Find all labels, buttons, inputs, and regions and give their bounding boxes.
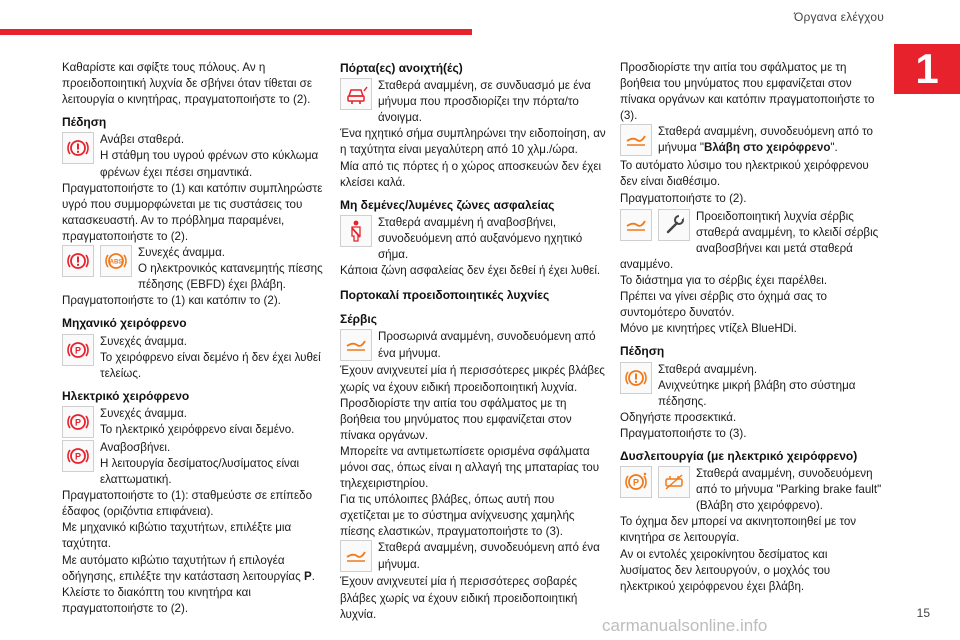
section-title-orange-warnings: Πορτοκαλί προειδοποιητικές λυχνίες <box>340 288 550 303</box>
service-wrench-item: Προειδοποιητική λυχνία σέρβις σταθερά αναμμένη, το κλειδί σέρβις αναβοσβήνει και μετά σταθερά αναμμένο. <box>620 209 879 271</box>
door-open-icon <box>340 78 372 110</box>
section-title-doors: Πόρτα(ες) ανοιχτή(ές) <box>340 61 463 75</box>
service-warning-icon <box>340 329 372 361</box>
parking-brake-icon <box>62 334 94 366</box>
brake-warning-icon <box>620 362 652 394</box>
service-warning-icon <box>340 540 372 572</box>
column-middle: Πόρτα(ες) ανοιχτή(ές) Σταθερά αναμμένη, σε συνδυασμό με ένα μήνυμα που προσδιορίζει την πόρτα/το άνοιγμα. Ένα ηχητικό σήμα συμπληρώνει την ειδοποίηση, αν η ταχύτητα είναι μεγαλύτερη από 10 χλμ./ώρα. Μία από τις πόρτες ή ο χώρος αποσκευών δεν έχει κλείσει καλά. Μη δεμένες/λυμένες ζώνες ασφαλείας Σταθερά αναμμένη ή αναβοσβήνει, συνοδευόμενη από αυξανόμενο ηχητικό σήμα. Κάποια ζώνη ασφαλείας δεν έχει δεθεί ή έχει λυθεί. Πορτοκαλί προειδοποιητικές λυχνίες Σέρβις Προσωρινά αναμμένη, συνοδευόμενη από ένα μήνυμα. Έχουν ανιχνευτεί μία ή περισσότερες μικρές βλάβες χωρίς να έχουν ειδική προειδοποιητική λυχνία. Προσδιορίστε την αιτία του σφάλματος με τη βοήθεια του μηνύματος που εμφανίζεται στον πίνακα οργάνων. Μπορείτε να αντιμετωπίσετε ορισμένα σφάλματα μόνοι σας, όπως είναι η αλλαγή της μπαταρίας του τηλεχειριστηρίου. Για τις υπόλοιπες βλάβες, όπως αυτή που σχετίζεται με το σύστημα ανίχνευσης χαμηλής πίεσης ελαστικών, πραγματοποιήστε το (3). Σταθερά αναμμένη, συνοδευόμενη από ένα μήνυμα. Έχουν ανιχνευτεί μία ή περισσότερες σοβαρές βλάβες χωρίς να έχουν ειδική προειδοποιητική λυχνία. <box>340 61 606 621</box>
brake-warning-icon <box>62 245 94 277</box>
mech-handbrake-item: Συνεχές άναμμα. Το χειρόφρενο είναι δεμένο ή δεν έχει λυθεί τελείως. <box>62 334 326 382</box>
watermark: carmanualsonline.info <box>602 616 768 635</box>
parking-brake-fault-icon <box>620 466 652 498</box>
section-title-service: Σέρβις <box>340 312 377 327</box>
handbrake-fault-item: Σταθερά αναμμένη, συνοδευόμενη από το μήνυμα "Parking brake fault" (Βλάβη στο χειρόφρενο). <box>620 466 882 514</box>
service-item-1: Προσωρινά αναμμένη, συνοδευόμενη από ένα μήνυμα. <box>340 329 606 363</box>
page-number: 15 <box>916 606 930 620</box>
service-item-2: Σταθερά αναμμένη, συνοδευόμενη από ένα μήνυμα. <box>340 540 606 574</box>
brake-orange-item: Σταθερά αναμμένη. Ανιχνεύτηκε μικρή βλάβη στο σύστημα πέδησης. <box>620 362 882 410</box>
section-title-brake: Πέδηση <box>62 115 107 130</box>
auto-park-off-icon <box>658 466 690 498</box>
column-left: Καθαρίστε και σφίξτε τους πόλους. Αν η προειδοποιητική λυχνία δε σβήνει όταν τίθεται σε λειτουργία ο κινητήρας, πραγματοποιήστε το (2). Πέδηση Ανάβει σταθερά. Η στάθμη του υγρού φρένων στο κύκλωμα φρένων έχει πέσει σημαντικά. Πραγματοποιήστε το (1) και κατόπιν συμπληρώστε υγρό που συμμορφώνεται με τις συστάσεις του κατασκευαστή. Αν το πρόβλημα παραμένει, πραγματοποιήστε το (2). Συνεχές άναμμα. Ο ηλεκτρονικός κατανεμητής πίεσης πέδησης (EBFD) έχει βλάβη. Πραγματοποιήστε το (1) και κατόπιν το (2). Μηχανικό χειρόφρενο Συνεχές άναμμα. Το χειρόφρενο είναι δεμένο ή δεν έχει λυθεί τελείως. Ηλεκτρικό χειρόφρενο Συνεχές άναμμα. Το ηλεκτρικό χειρόφρενο είναι δεμένο. Αναβοσβήνει. Η λειτουργία δεσίματος/λυσίματος είναι ελαττωματική. Πραγματοποιήστε το (1): σταθμεύστε σε επίπεδο έδαφος (οριζόντια επιφάνεια). Με μηχανικό κιβώτιο ταχυτήτων, επιλέξτε μια ταχύτητα. Με αυτόματο κιβώτιο ταχυτήτων ή επιλογέα οδήγησης, επιλέξτε την κατάσταση λειτουργίας P. Κλείστε το διακόπτη του κινητήρα και πραγματοποιήστε το (2). <box>62 60 326 617</box>
wrench-icon <box>658 209 690 241</box>
elec-handbrake-item-1: Συνεχές άναμμα. Το ηλεκτρικό χειρόφρενο είναι δεμένο. <box>62 406 326 440</box>
section-title-electric-handbrake-fault: Δυσλειτουργία (με ηλεκτρικό χειρόφρενο) <box>620 448 858 463</box>
door-item: Σταθερά αναμμένη, σε συνδυασμό με ένα μήνυμα που προσδιορίζει την πόρτα/το άνοιγμα. <box>340 78 606 126</box>
column-right: Προσδιορίστε την αιτία του σφάλματος με τη βοήθεια του μηνύματος που εμφανίζεται στον πίνακα οργάνων και κατόπιν πραγματοποιήστε το (3). Σταθερά αναμμένη, συνοδευόμενη από το μήνυμα "Βλάβη στο χειρόφρενο". Το αυτόματο λύσιμο του ηλεκτρικού χειρόφρενου δεν είναι διαθέσιμο. Πραγματοποιήστε το (2). Προειδοποιητική λυχνία σέρβις σταθερά αναμμένη, το κλειδί σέρβις αναβοσβήνει και μετά σταθερά αναμμένο. Το διάστημα για το σέρβις έχει παρέλθει. Πρέπει να γίνει σέρβις στο όχημά σας το συντομότερο δυνατόν. Μόνο με κινητήρες ντίζελ BlueHDi. Πέδηση Σταθερά αναμμένη. Ανιχνεύτηκε μικρή βλάβη στο σύστημα πέδησης. Οδηγήστε προσεκτικά. Πραγματοποιήστε το (3). Δυσλειτουργία (με ηλεκτρικό χειρόφρενο) Σταθερά αναμμένη, συνοδευόμενη από το μήνυμα "Parking brake fault" (Βλάβη στο χειρόφρενο). Το όχημα δεν μπορεί να ακινητοποιηθεί με τον κινητήρα σε λειτουργία. Αν οι εντολές χειροκίνητου δεσίματος και λυσίματος δεν λειτουργούν, ο μοχλός του ηλεκτρικού χειρόφρενου έχει βλάβη. <box>620 61 882 593</box>
brake-item-2: Συνεχές άναμμα. Ο ηλεκτρονικός κατανεμητής πίεσης πέδησης (EBFD) έχει βλάβη. <box>62 245 326 293</box>
service-handbrake-item: Σταθερά αναμμένη, συνοδευόμενη από το μήνυμα "Βλάβη στο χειρόφρενο". <box>620 124 882 158</box>
service-warning-icon <box>620 124 652 156</box>
seatbelt-item: Σταθερά αναμμένη ή αναβοσβήνει, συνοδευόμενη από αυξανόμενο ηχητικό σήμα. <box>340 215 606 263</box>
parking-brake-icon <box>62 440 94 472</box>
service-warning-icon <box>620 209 652 241</box>
section-title-brake-orange: Πέδηση <box>620 344 665 359</box>
elec-handbrake-item-2: Αναβοσβήνει. Η λειτουργία δεσίματος/λυσίματος είναι ελαττωματική. <box>62 440 326 488</box>
intro-text: Καθαρίστε και σφίξτε τους πόλους. Αν η προειδοποιητική λυχνία δε σβήνει όταν τίθεται σε λειτουργία ο κινητήρας, πραγματοποιήστε το (2). <box>62 61 313 107</box>
brake-item-1: Ανάβει σταθερά. Η στάθμη του υγρού φρένων στο κύκλωμα φρένων έχει πέσει σημαντικά. <box>62 132 326 180</box>
section-title-seatbelts: Μη δεμένες/λυμένες ζώνες ασφαλείας <box>340 197 555 212</box>
abs-icon <box>100 245 132 277</box>
header-red-bar <box>0 29 472 35</box>
parking-brake-icon <box>62 406 94 438</box>
seatbelt-icon <box>340 215 372 247</box>
brake-warning-icon <box>62 132 94 164</box>
section-title-mechanical-handbrake: Μηχανικό χειρόφρενο <box>62 316 187 331</box>
section-title-electric-handbrake: Ηλεκτρικό χειρόφρενο <box>62 388 190 403</box>
page-header-title: Όργανα ελέγχου <box>793 10 884 24</box>
chapter-tab: 1 <box>894 44 960 94</box>
